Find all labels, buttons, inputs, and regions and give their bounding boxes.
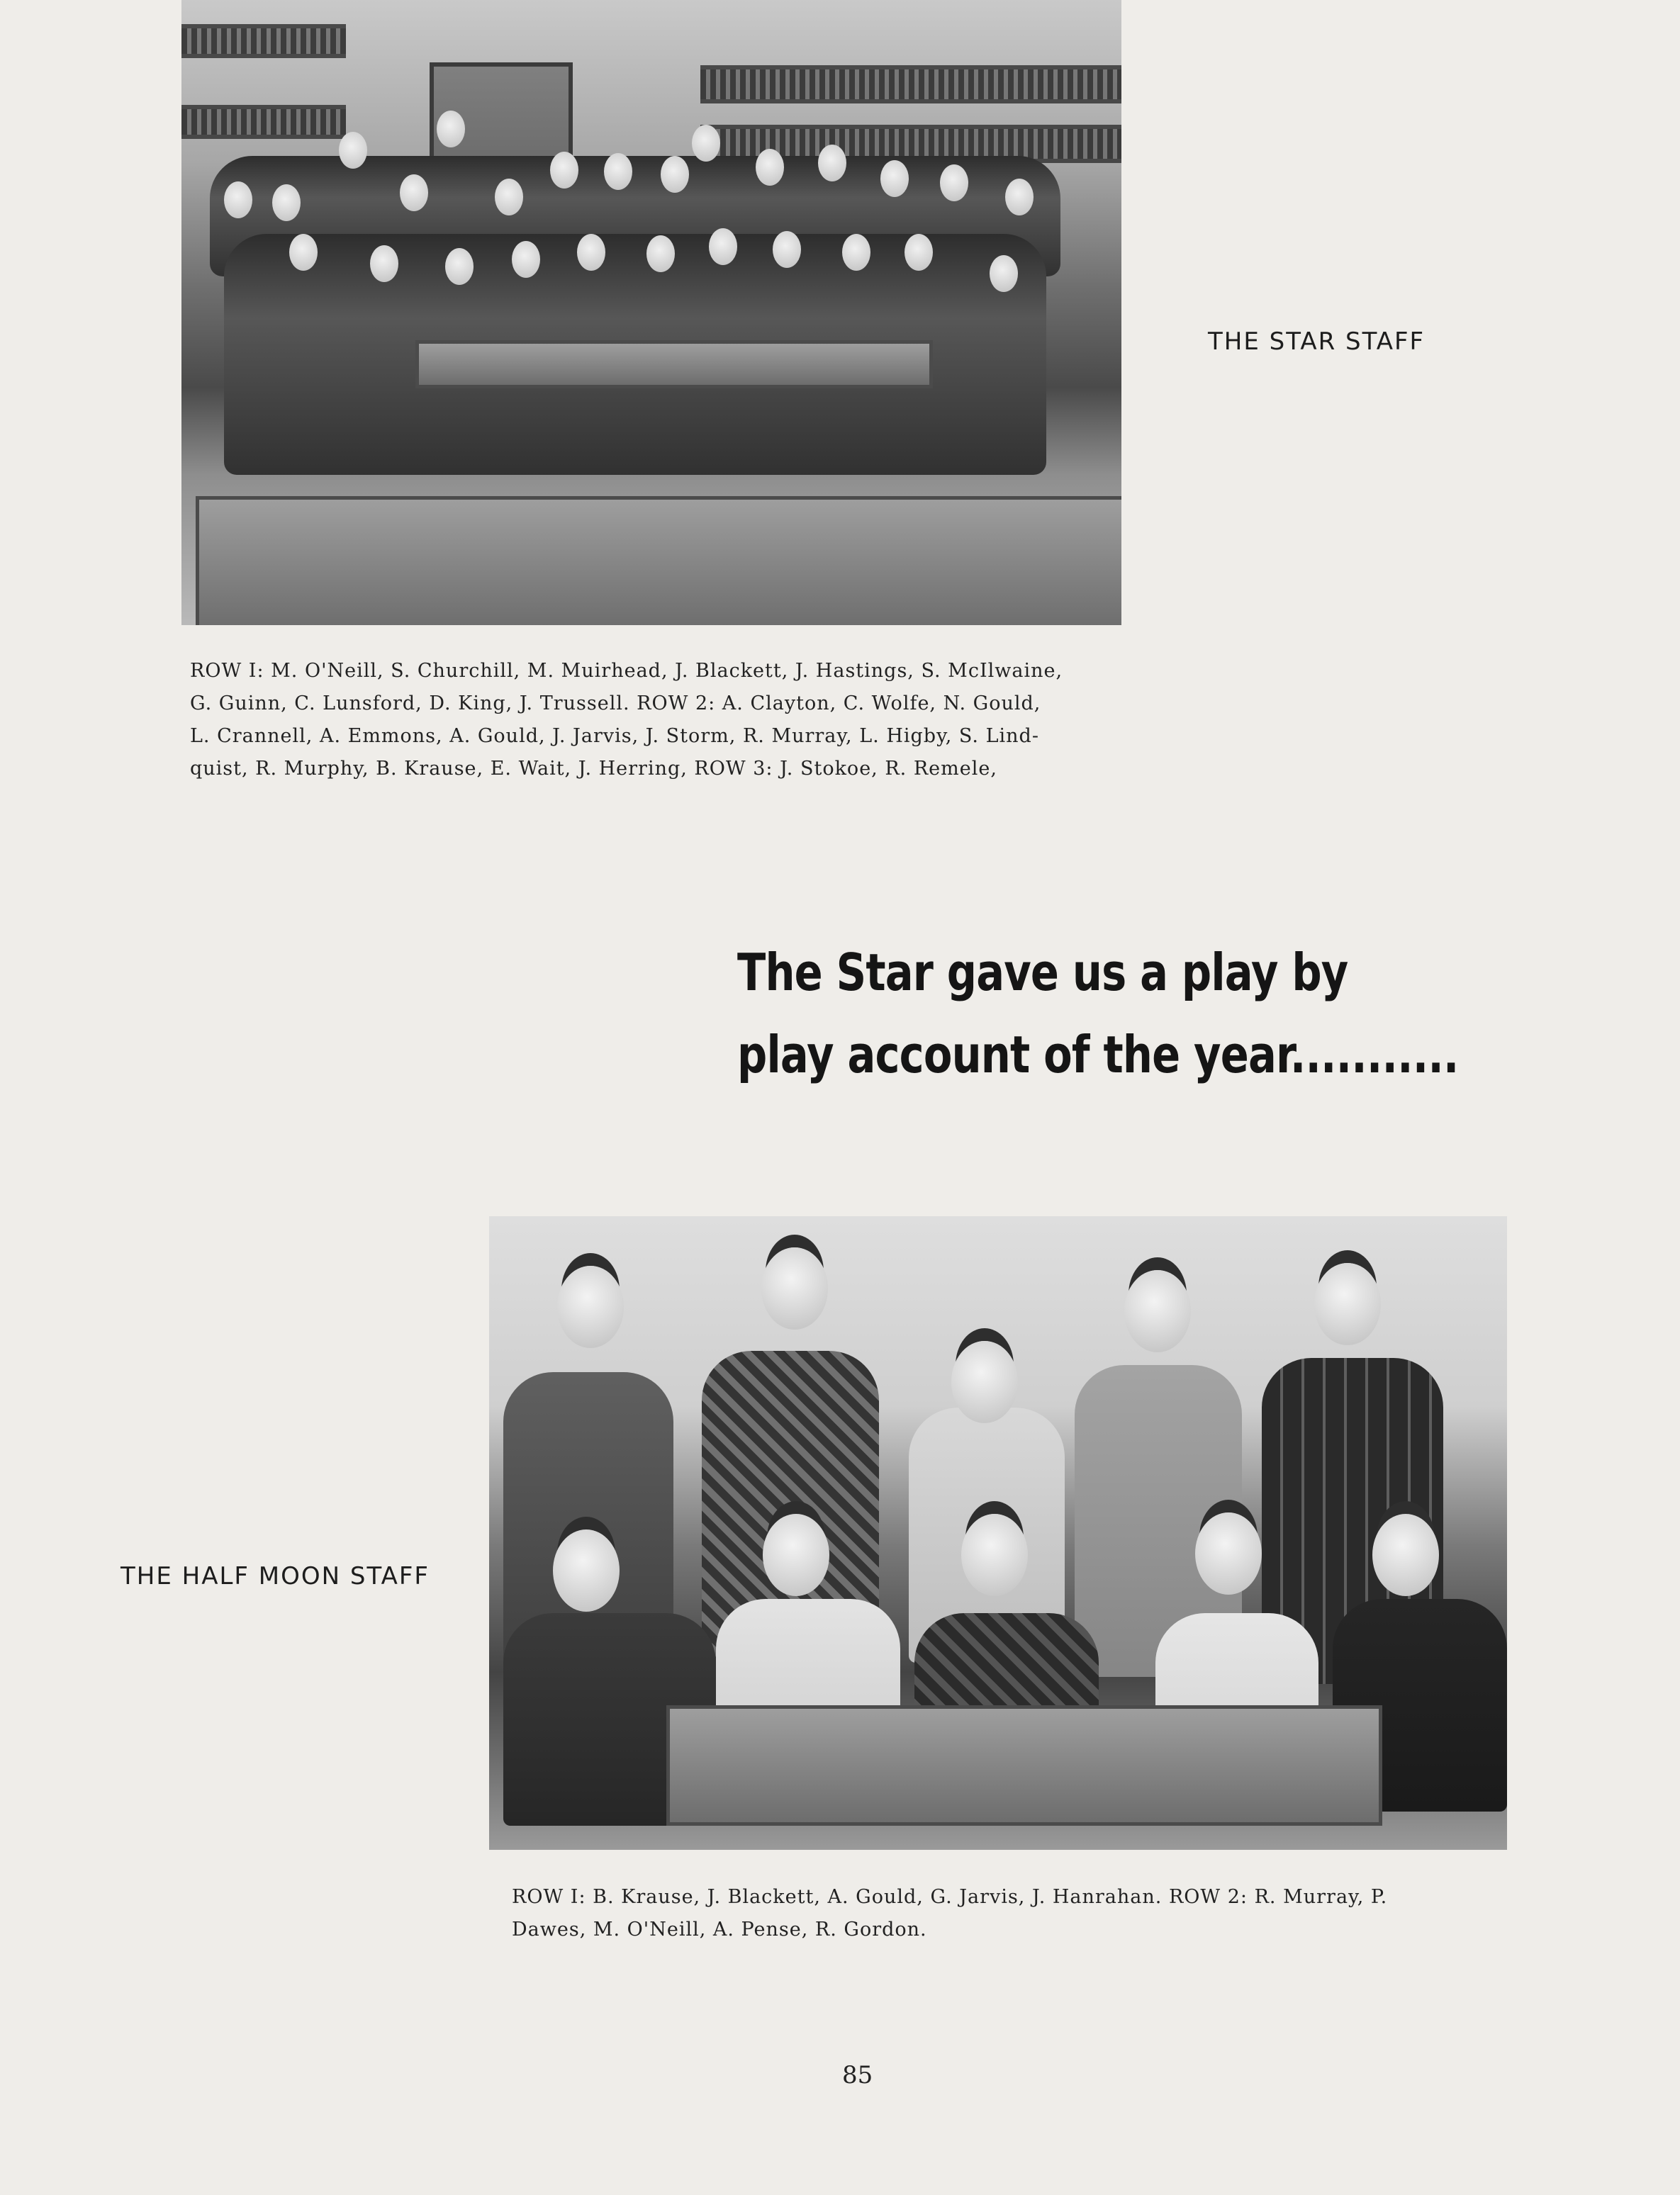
staff-table <box>666 1705 1382 1826</box>
student-face <box>761 1247 828 1330</box>
student-face <box>990 255 1018 292</box>
student-face <box>756 149 784 186</box>
student-face <box>557 1266 624 1348</box>
caption-line: quist, R. Murphy, B. Krause, E. Wait, J. Herring, ROW 3: J. Stokoe, R. Remele, <box>190 758 997 780</box>
caption-line: Dawes, M. O'Neill, A. Pense, R. Gordon. <box>512 1919 927 1941</box>
student-face <box>842 234 870 271</box>
student-face <box>577 234 605 271</box>
student-face <box>272 184 301 221</box>
student-face <box>818 145 846 181</box>
caption-line: ROW I: M. O'Neill, S. Churchill, M. Muirhead, J. Blackett, J. Hastings, S. McIlwaine, <box>190 660 1063 682</box>
star-staff-label: THE STAR STAFF <box>1208 327 1426 356</box>
student-face <box>763 1514 829 1596</box>
student-face <box>604 153 632 190</box>
student-face <box>940 164 968 201</box>
half-moon-staff-label: THE HALF MOON STAFF <box>121 1562 430 1590</box>
student-face <box>1124 1270 1191 1352</box>
student-face <box>880 160 909 197</box>
bookshelf-left-lower <box>181 105 346 139</box>
student-face <box>961 1514 1028 1596</box>
half-moon-staff-caption <box>512 1881 1518 1946</box>
student-face <box>1005 179 1034 215</box>
student-face <box>709 228 737 265</box>
student-face <box>692 125 720 162</box>
student-face <box>289 234 318 271</box>
student-face <box>437 111 465 147</box>
bookshelf-left <box>181 24 346 58</box>
page-number: 85 <box>842 2061 873 2089</box>
caption-line: G. Guinn, C. Lunsford, D. King, J. Trussell. ROW 2: A. Clayton, C. Wolfe, N. Gould, <box>190 692 1041 714</box>
student-face <box>1195 1512 1262 1595</box>
student-face <box>339 132 367 169</box>
student-face <box>370 245 398 282</box>
student-face <box>773 231 801 268</box>
headline <box>737 931 1459 1096</box>
student-face <box>512 241 540 278</box>
star-staff-photo <box>181 0 1121 625</box>
student-face <box>951 1341 1018 1423</box>
student-face <box>661 156 689 193</box>
half-moon-staff-photo <box>489 1216 1507 1850</box>
student-face <box>550 152 578 189</box>
star-staff-caption <box>190 655 1168 785</box>
student-face <box>1314 1263 1381 1345</box>
library-table <box>415 340 933 388</box>
student-face <box>553 1529 620 1612</box>
student-face <box>495 179 523 215</box>
student-face <box>646 235 675 272</box>
student-face <box>905 234 933 271</box>
headline-line-2: play account of the year........... <box>737 1025 1459 1084</box>
caption-line: ROW I: B. Krause, J. Blackett, A. Gould, G. Jarvis, J. Hanrahan. ROW 2: R. Murray, P. <box>512 1886 1388 1908</box>
headline-line-1: The Star gave us a play by <box>737 943 1348 1002</box>
caption-line: L. Crannell, A. Emmons, A. Gould, J. Jarvis, J. Storm, R. Murray, L. Higby, S. Lind- <box>190 725 1039 747</box>
bookshelf-right <box>700 65 1121 103</box>
foreground-table <box>196 496 1121 625</box>
student-face <box>224 181 252 218</box>
student-face <box>445 248 474 285</box>
student-face <box>1372 1514 1439 1596</box>
student-face <box>400 174 428 211</box>
